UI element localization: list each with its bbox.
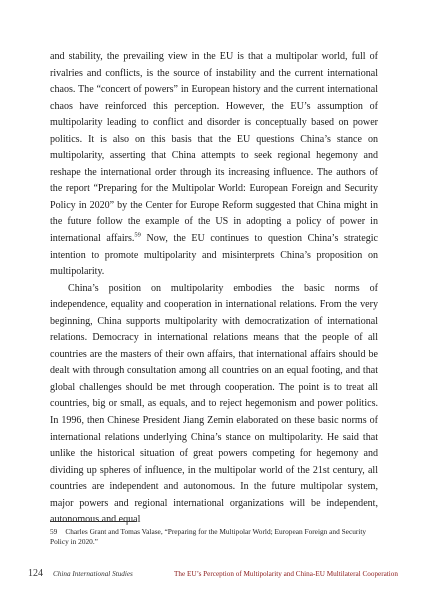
footnote-reference[interactable]: 59 — [134, 231, 141, 239]
running-footer — [28, 570, 398, 582]
paragraph-text: Now, the EU continues to question China’s strategic intention to promote multipolarity and misinterprets China’s proposition on multipolarity. — [50, 233, 379, 278]
journal-name: China International Studies — [53, 570, 133, 578]
footnote-number: 59 — [50, 527, 58, 536]
paragraph: China’s position on multipolarity embodies the basic norms of independence, equality and cooperation in international relations. From the very beginning, China supports multipolarity with democratization of international relations. Democracy in international relations means that the people of all countries are the masters of their own affairs, that international affairs should be dealt with through consultation among all countries on an equal footing, and that global challenges should be met through cooperation. The point is to treat all countries, big or small, as equals, and to reject hegemonism and power politics. In 1996, then Chinese President Jiang Zemin elaborated on these basic norms of international relations underlying China’s stance on multipolarity. He said that unlike the historical situation of great powers competing for hegemony and dividing up spheres of influence, in the multipolar world of the 21st century, all countries are independent and autonomous. In the future multipolar system, major powers and regional international organizations will be independent, autonomous and equal — [50, 282, 378, 526]
page-number: 124 — [28, 568, 43, 579]
footnote — [50, 527, 378, 547]
paragraph-text: and stability, the prevailing view in the EU is that a multipolar world, full of rivalries and conflicts, is the source of instability and the current international chaos. The “concert of powers” in European history and the current international chaos have reinforced this perception. However, the EU’s assumption of multipolarity leading to conflict and disorder is conceptually based on power politics. It is also on this basis that the EU questions China’s stance on multipolarity, asserting that China attempts to seek regional hegemony and reshape the international order through its increasing influence. The authors of the report “Preparing for the Multipolar World: European Foreign and Security Policy in 2020” by the Center for Europe Reform suggested that China might in the future follow the example of the US in adopting a policy of power in international affairs. — [50, 51, 378, 245]
footnote-divider — [50, 521, 136, 522]
article-title: The EU’s Perception of Multipolarity and China-EU Multilateral Cooperation — [174, 570, 398, 578]
body-text — [50, 49, 378, 529]
footnote-text: Charles Grant and Tomas Valase, “Preparing for the Multipolar World; European Foreign and Security Policy in 2020.” — [50, 527, 367, 546]
paragraph — [50, 49, 378, 281]
